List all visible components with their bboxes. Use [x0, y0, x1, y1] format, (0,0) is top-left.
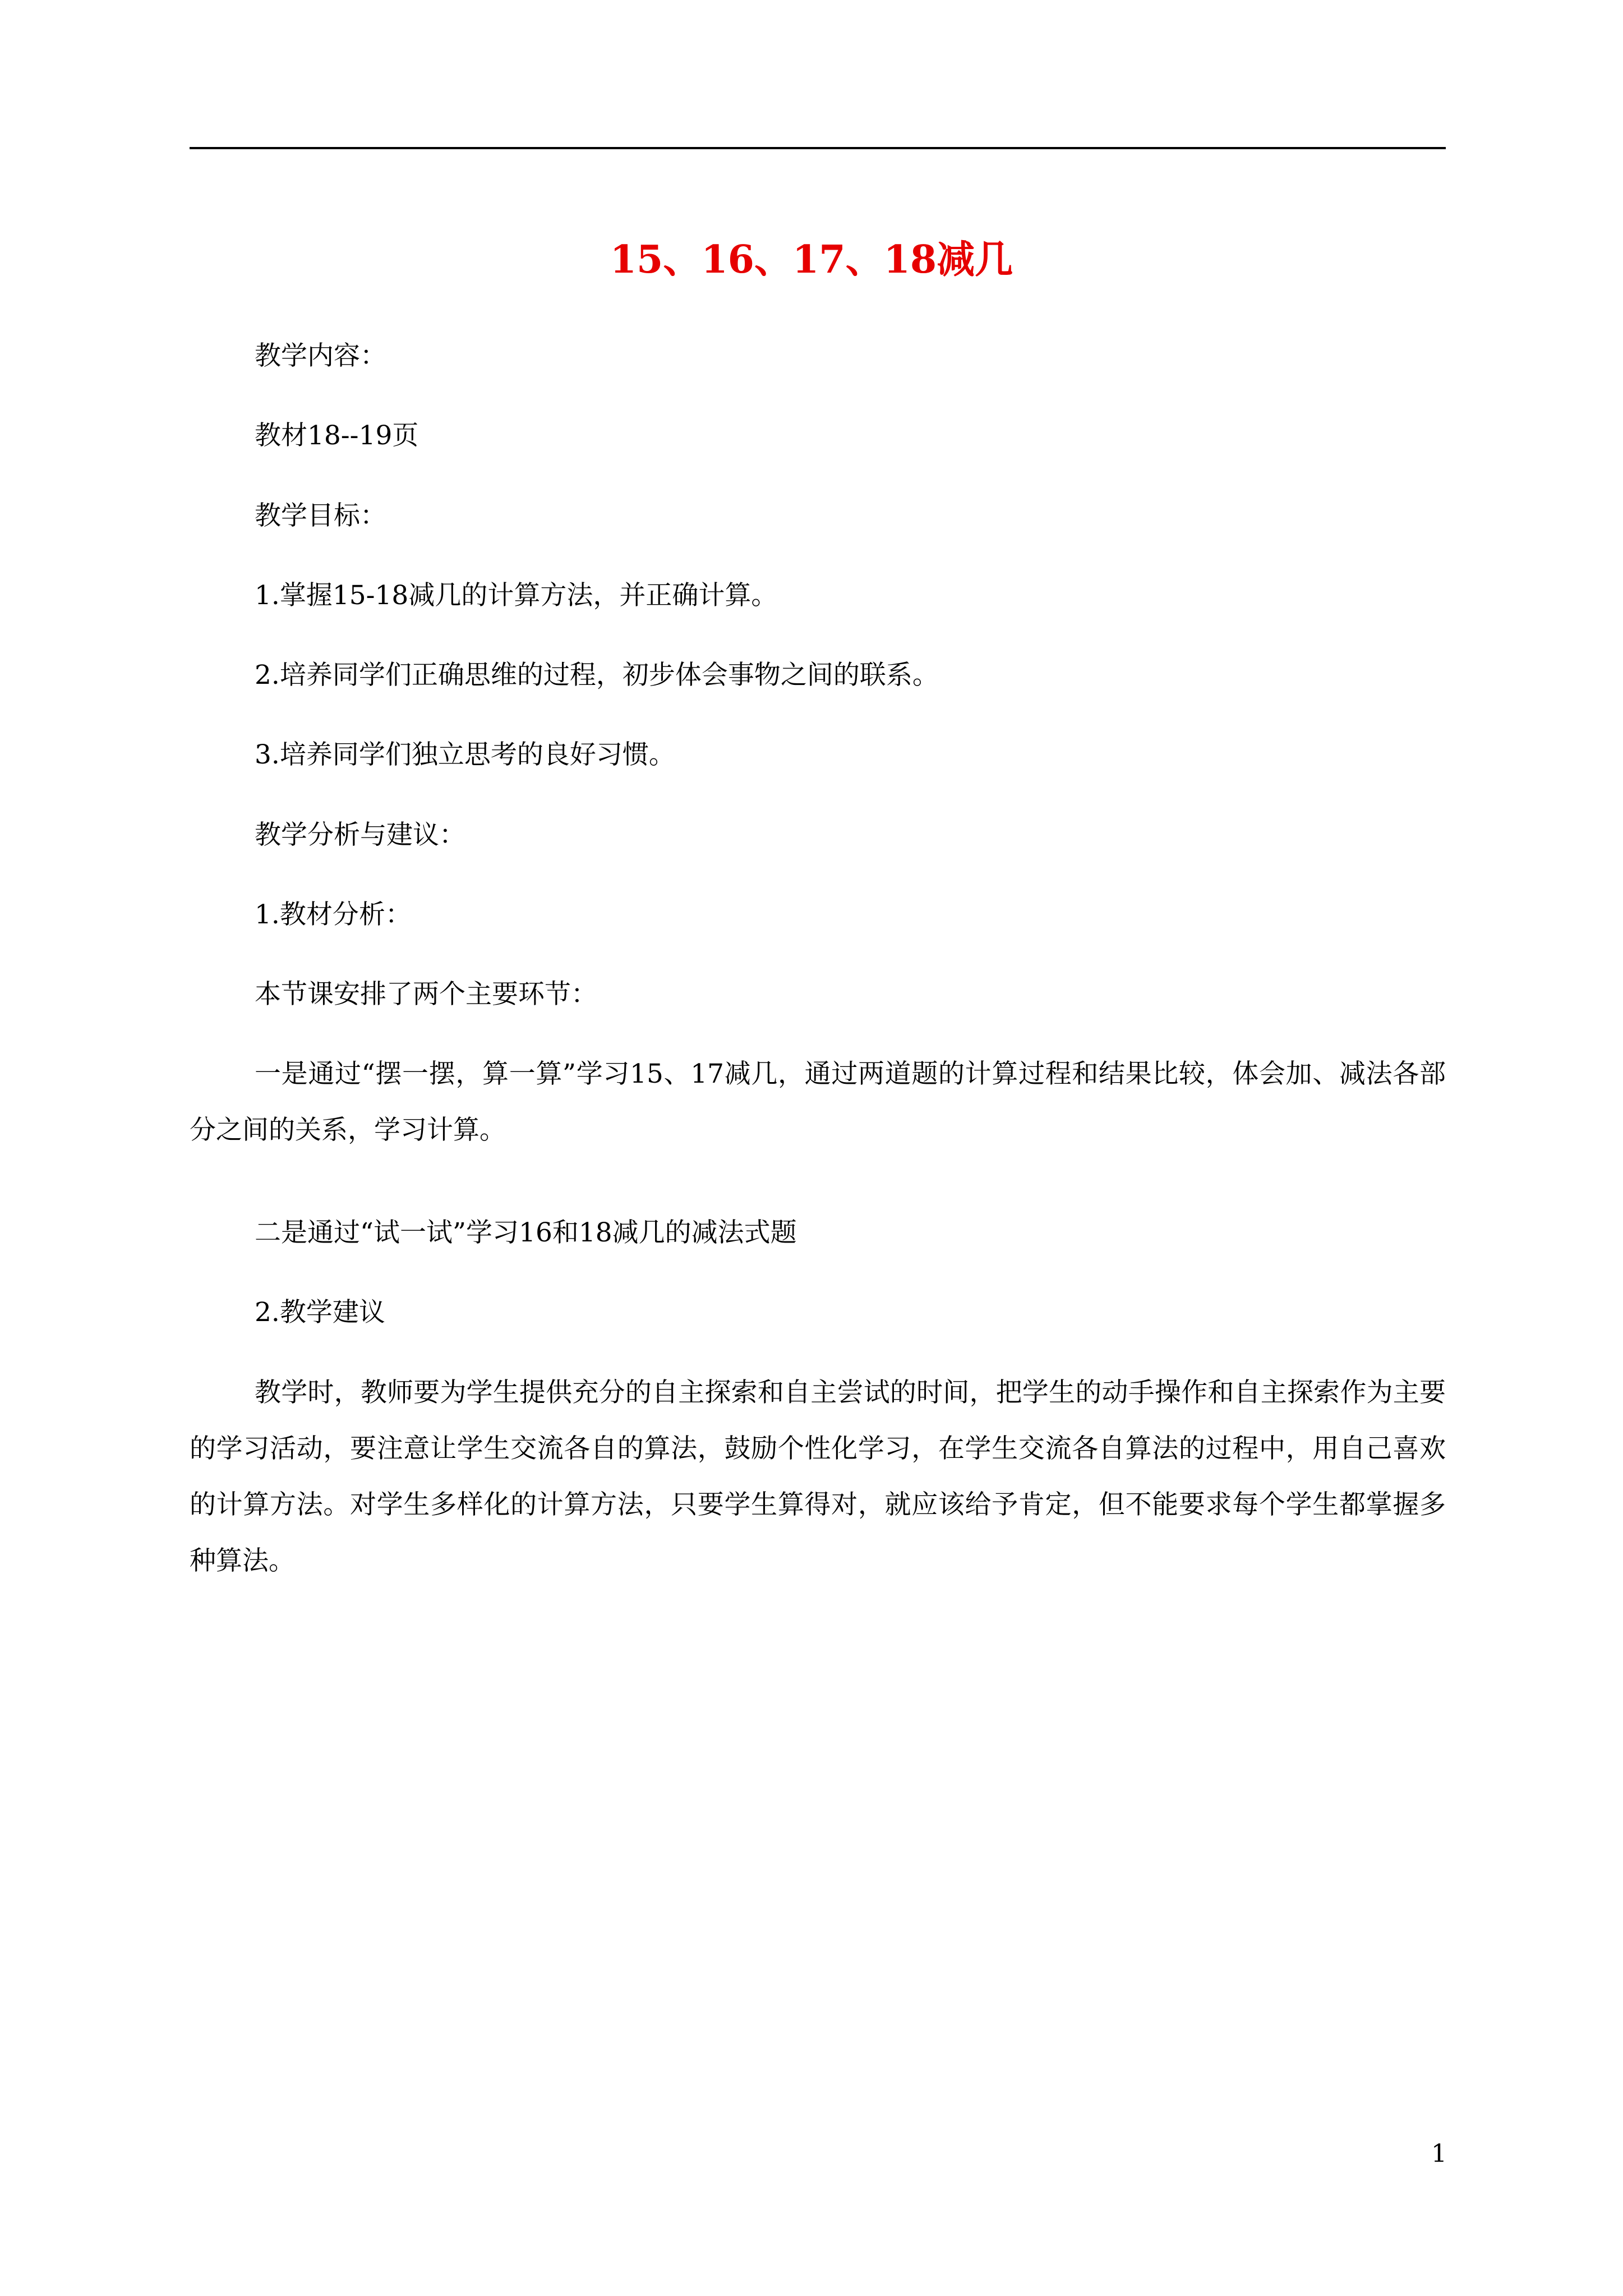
paragraph-goal-3: 3.培养同学们独立思考的良好习惯。 [255, 739, 675, 770]
paragraph-analysis-heading: 教学分析与建议： [255, 820, 465, 850]
paragraph-goal-2: 2.培养同学们正确思维的过程，初步体会事物之间的联系。 [255, 660, 939, 691]
paragraph-two-sections: 本节课安排了两个主要环节： [255, 979, 597, 1010]
page-number: 1 [1431, 2139, 1447, 2168]
paragraph-section-two: 二是通过“试一试”学习16和18减几的减法式题 [255, 1217, 797, 1248]
header-rule [190, 147, 1446, 149]
paragraph-teaching-suggestion-heading: 2.教学建议 [255, 1297, 385, 1328]
paragraph-goal-1: 1.掌握15-18减几的计算方法，并正确计算。 [255, 580, 778, 611]
paragraph-material-analysis: 1.教材分析： [255, 899, 412, 930]
page-title: 15、16、17、18减几 [610, 237, 1013, 282]
paragraph-textbook-pages: 教材18--19页 [255, 420, 419, 451]
paragraph-teaching-suggestion: 教学时，教师要为学生提供充分的自主探索和自主尝试的时间，把学生的动手操作和自主探索作为主要的学习活动，要注意让学生交流各自的算法，鼓励个性化学习，在学生交流各自算法的过程中，用自己喜欢的计算方法。对学生多样化的计算方法，只要学生算得对，就应该给予肯定，但不能要求每个学生都掌握多种算法。 [190, 1377, 1446, 1576]
paragraph-section-one: 一是通过“摆一摆，算一算”学习15、17减几，通过两道题的计算过程和结果比较，体会加、减法各部分之间的关系，学习计算。 [190, 1059, 1446, 1145]
paragraph-goals-heading: 教学目标： [255, 500, 386, 531]
paragraph-content-heading: 教学内容： [255, 341, 386, 371]
